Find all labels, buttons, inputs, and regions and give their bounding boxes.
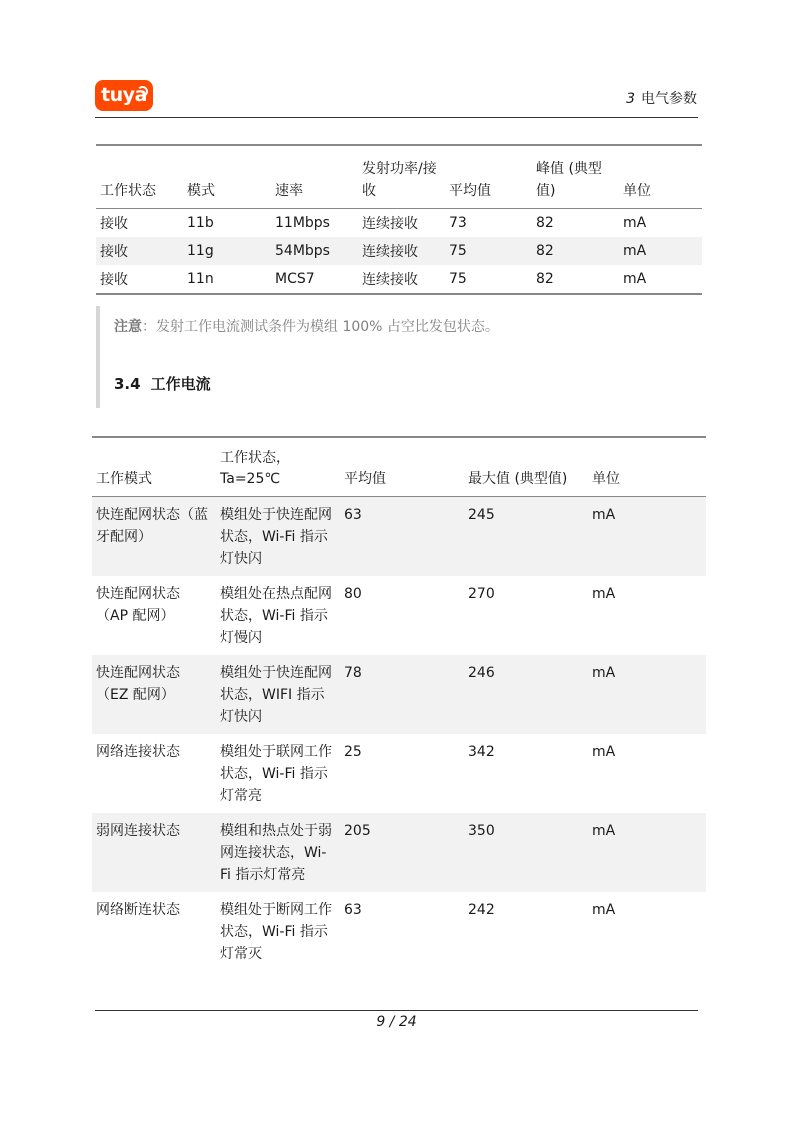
cell-peak: 82 bbox=[536, 271, 554, 287]
note-body: ：发射工作电流测试条件为模组 100% 占空比发包状态。 bbox=[142, 319, 499, 335]
cell-rate: MCS7 bbox=[275, 271, 315, 287]
table-row bbox=[96, 237, 702, 265]
table-row bbox=[92, 734, 706, 813]
table-row bbox=[92, 655, 706, 734]
cell-unit: mA bbox=[588, 497, 706, 577]
cell-unit: mA bbox=[619, 237, 702, 265]
cell-mode: 11b bbox=[187, 215, 214, 231]
cell-max: 270 bbox=[468, 586, 495, 602]
cell-mode: 11n bbox=[187, 271, 214, 287]
footer-rule bbox=[95, 1010, 698, 1011]
col-header-work-status: 工作状态，Ta=25℃ bbox=[220, 450, 290, 487]
cell-average: 73 bbox=[449, 215, 467, 231]
table-row bbox=[92, 892, 706, 971]
table-header-row bbox=[92, 437, 706, 497]
cell-tx-power: 连续接收 bbox=[358, 237, 445, 265]
note-text bbox=[114, 316, 499, 336]
header-section-title: 电气参数 bbox=[641, 91, 697, 107]
cell-status: 接收 bbox=[96, 237, 183, 265]
table-row bbox=[96, 265, 702, 294]
cell-work-mode: 快连配网状态（EZ 配网） bbox=[92, 655, 216, 734]
cell-work-status: 模组处在热点配网状态，Wi-Fi 指示灯慢闪 bbox=[220, 586, 332, 646]
section-number: 3.4 bbox=[114, 375, 141, 393]
cell-unit: mA bbox=[592, 902, 616, 918]
table-row bbox=[92, 576, 706, 655]
col-header-average: 平均值 bbox=[449, 183, 491, 199]
table-row bbox=[96, 209, 702, 238]
cell-work-mode: 网络连接状态 bbox=[96, 744, 180, 760]
header-rule bbox=[95, 117, 698, 118]
cell-unit: mA bbox=[623, 271, 647, 287]
cell-peak: 82 bbox=[536, 215, 554, 231]
cell-status: 接收 bbox=[100, 216, 128, 232]
cell-work-status: 模组和热点处于弱网连接状态，Wi-Fi 指示灯常亮 bbox=[216, 813, 340, 892]
cell-tx-power: 连续接收 bbox=[362, 272, 418, 288]
cell-unit: mA bbox=[623, 215, 647, 231]
cell-average: 75 bbox=[449, 271, 467, 287]
tuya-logo bbox=[95, 80, 153, 111]
cell-max: 246 bbox=[464, 655, 588, 734]
cell-work-mode: 网络断连状态 bbox=[96, 902, 180, 918]
header-section-number: 3 bbox=[626, 91, 635, 107]
cell-max: 350 bbox=[464, 813, 588, 892]
cell-mode: 11g bbox=[183, 237, 271, 265]
note-label: 注意 bbox=[114, 319, 142, 335]
cell-tx-power: 连续接收 bbox=[362, 216, 418, 232]
cell-unit: mA bbox=[592, 586, 616, 602]
cell-average: 75 bbox=[445, 237, 532, 265]
section-heading bbox=[114, 373, 211, 394]
col-header-mode: 模式 bbox=[187, 183, 215, 199]
cell-status: 接收 bbox=[100, 272, 128, 288]
table-row bbox=[92, 497, 706, 577]
cell-work-mode: 快连配网状态（蓝牙配网） bbox=[92, 497, 216, 577]
table-header-row bbox=[96, 145, 702, 209]
cell-average: 205 bbox=[340, 813, 464, 892]
col-header-tx-power: 发射功率/接收 bbox=[362, 161, 437, 199]
col-header-peak: 峰值 (典型值) bbox=[536, 161, 602, 199]
col-header-rate: 速率 bbox=[275, 183, 303, 199]
cell-work-mode: 快连配网状态（AP 配网） bbox=[96, 586, 180, 624]
cell-peak: 82 bbox=[532, 237, 619, 265]
cell-unit: mA bbox=[592, 744, 616, 760]
col-header-status: 工作状态 bbox=[100, 183, 156, 199]
col-header-unit: 单位 bbox=[623, 183, 651, 199]
cell-rate: 54Mbps bbox=[271, 237, 358, 265]
cell-work-status: 模组处于断网工作状态，Wi-Fi 指示灯常灭 bbox=[220, 902, 332, 962]
table-row bbox=[92, 813, 706, 892]
cell-work-status: 模组处于快连配网状态，Wi-Fi 指示灯快闪 bbox=[216, 497, 340, 577]
note-block bbox=[96, 306, 703, 408]
cell-max: 342 bbox=[468, 744, 495, 760]
cell-max: 245 bbox=[464, 497, 588, 577]
cell-unit: mA bbox=[588, 813, 706, 892]
cell-work-mode: 弱网连接状态 bbox=[92, 813, 216, 892]
cell-average: 63 bbox=[340, 497, 464, 577]
wifi-arc-icon bbox=[137, 86, 148, 97]
col-header-work-mode: 工作模式 bbox=[96, 471, 152, 487]
section-title: 工作电流 bbox=[150, 375, 211, 393]
page-number: 9 / 24 bbox=[376, 1014, 417, 1030]
tx-current-table bbox=[96, 144, 702, 295]
logo-text: tuya bbox=[101, 84, 147, 106]
cell-work-status: 模组处于快连配网状态，WIFI 指示灯快闪 bbox=[216, 655, 340, 734]
cell-rate: 11Mbps bbox=[275, 215, 330, 231]
operating-current-table bbox=[92, 436, 706, 971]
cell-unit: mA bbox=[588, 655, 706, 734]
cell-average: 25 bbox=[344, 744, 362, 760]
cell-average: 63 bbox=[344, 902, 362, 918]
col-header-unit: 单位 bbox=[592, 471, 620, 487]
cell-work-status: 模组处于联网工作状态，Wi-Fi 指示灯常亮 bbox=[220, 744, 332, 804]
col-header-average: 平均值 bbox=[344, 471, 386, 487]
cell-max: 242 bbox=[468, 902, 495, 918]
cell-average: 78 bbox=[340, 655, 464, 734]
cell-average: 80 bbox=[344, 586, 362, 602]
running-header bbox=[626, 88, 697, 108]
col-header-max: 最大值 (典型值) bbox=[468, 471, 568, 487]
